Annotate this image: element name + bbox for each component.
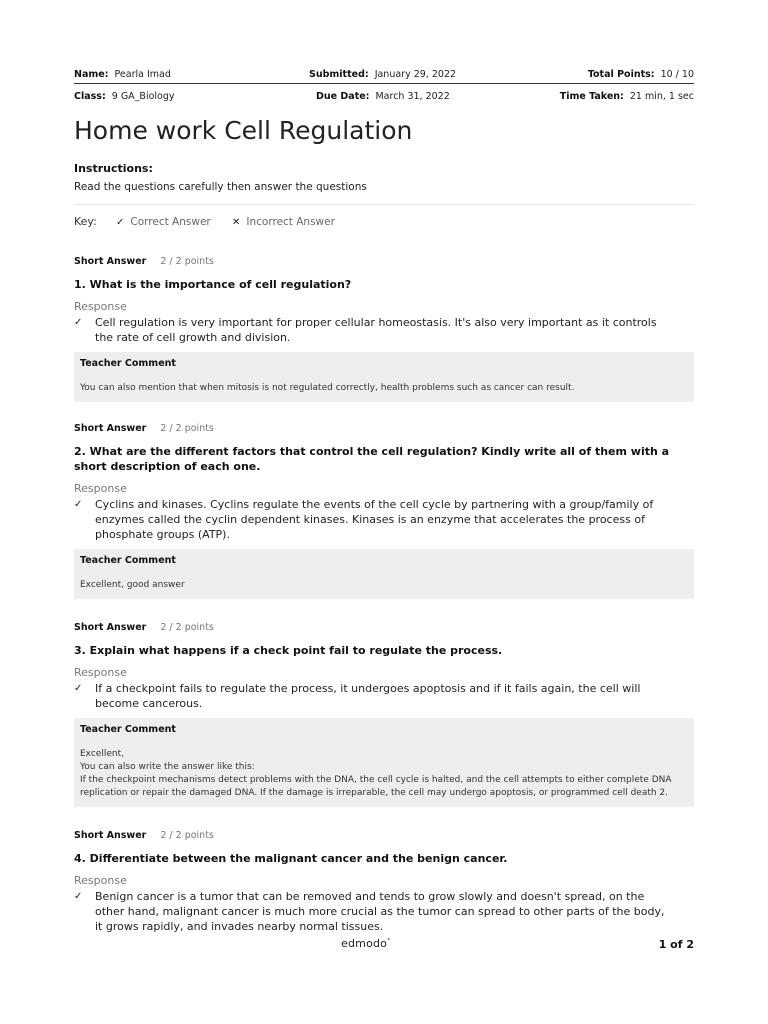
question-type: Short Answer [74, 423, 147, 434]
question-1 [74, 249, 694, 402]
due-date: March 31, 2022 [375, 91, 450, 102]
header-row-2 [74, 91, 694, 105]
response-text: ✓ Cyclins and kinases. Cyclins regulate the events of the cell cycle by partnering with a group/family of enzymes called the cyclin dependent kinases. Kinases is an enzyme that accelerates the process of phosphate groups (ATP). [74, 498, 654, 541]
response-text: ✓ If a checkpoint fails to regulate the process, it undergoes apoptosis and if it fails again, the cell will become cancerous. [74, 682, 641, 710]
question-text: 1. What is the importance of cell regulation? [74, 278, 352, 291]
check-icon: ✓ [74, 683, 83, 694]
question-points: 2 / 2 points [160, 830, 214, 841]
header-divider [74, 83, 694, 84]
key-correct: ✓ Correct Answer [116, 216, 211, 228]
question-text: 3. Explain what happens if a check point fail to regulate the process. [74, 644, 503, 657]
question-4 [74, 823, 694, 934]
header-row-1 [74, 69, 694, 83]
response-label: Response [74, 300, 127, 313]
check-icon: ✓ [74, 317, 83, 328]
name-field: Name: Pearla Imad [74, 69, 171, 80]
teacher-comment [74, 718, 694, 807]
instructions-heading: Instructions: [74, 162, 153, 175]
question-points: 2 / 2 points [160, 622, 214, 633]
submitted-date: January 29, 2022 [374, 69, 457, 80]
question-points: 2 / 2 points [160, 256, 214, 267]
teacher-comment-heading: Teacher Comment [80, 555, 176, 566]
due-date-field: Due Date: March 31, 2022 [316, 91, 450, 102]
total-points-field: Total Points: 10 / 10 [587, 69, 694, 80]
teacher-comment [74, 549, 694, 599]
student-name: Pearla Imad [114, 69, 171, 80]
teacher-comment-heading: Teacher Comment [80, 358, 176, 369]
response-label: Response [74, 482, 127, 495]
page-number: 1 of 2 [658, 938, 694, 951]
x-icon: ✕ [232, 217, 241, 228]
teacher-comment-text: Excellent, good answer [80, 580, 185, 590]
check-icon: ✓ [74, 499, 83, 510]
teacher-comment-text: Excellent, You can also write the answer like this: If the checkpoint mechanisms detect problems with the DNA, the cell cycle is halted, and the cell attempts to either complete DNA replication or repair the damaged DNA. If the damage is irreparable, the cell may undergo apoptosis, or programmed cell death 2. [80, 749, 672, 798]
question-text: 4. Differentiate between the malignant cancer and the benign cancer. [74, 852, 508, 865]
key-incorrect: ✕ Incorrect Answer [232, 216, 335, 228]
answer-key [74, 215, 335, 228]
class-field: Class: 9 GA_Biology [74, 91, 175, 102]
teacher-comment [74, 352, 694, 402]
question-text: 2. What are the different factors that control the cell regulation? Kindly write all of them with a short description of each one. [74, 445, 670, 473]
question-type: Short Answer [74, 256, 147, 267]
time-taken-field: Time Taken: 21 min, 1 sec [559, 91, 694, 102]
response-text: ✓ Cell regulation is very important for proper cellular homeostasis. It's also very important as it controls the rate of cell growth and division. [74, 316, 657, 344]
time-taken: 21 min, 1 sec [629, 91, 694, 102]
question-2 [74, 416, 694, 599]
teacher-comment-heading: Teacher Comment [80, 724, 176, 735]
response-text: ✓ Benign cancer is a tumor that can be removed and tends to grow slowly and doesn't spread, on the other hand, malignant cancer is much more crucial as the tumor can spread to other parts of the body, it grows rapidly, and invades nearby normal tissues. [74, 890, 665, 933]
edmodo-logo: edmodo° [341, 937, 391, 950]
check-icon: ✓ [74, 891, 83, 902]
question-3 [74, 615, 694, 807]
response-label: Response [74, 874, 127, 887]
teacher-comment-text: You can also mention that when mitosis is not regulated correctly, health problems such as cancer can result. [80, 383, 575, 393]
class-name: 9 GA_Biology [111, 91, 175, 102]
total-points: 10 / 10 [660, 69, 694, 80]
check-icon: ✓ [116, 217, 125, 228]
submitted-field: Submitted: January 29, 2022 [309, 69, 457, 80]
question-points: 2 / 2 points [160, 423, 214, 434]
question-type: Short Answer [74, 622, 147, 633]
instructions-text: Read the questions carefully then answer the questions [74, 181, 367, 193]
question-type: Short Answer [74, 830, 147, 841]
response-label: Response [74, 666, 127, 679]
instructions-divider [74, 204, 694, 205]
key-label: Key: [74, 215, 97, 228]
page-title: Home work Cell Regulation [74, 116, 413, 145]
